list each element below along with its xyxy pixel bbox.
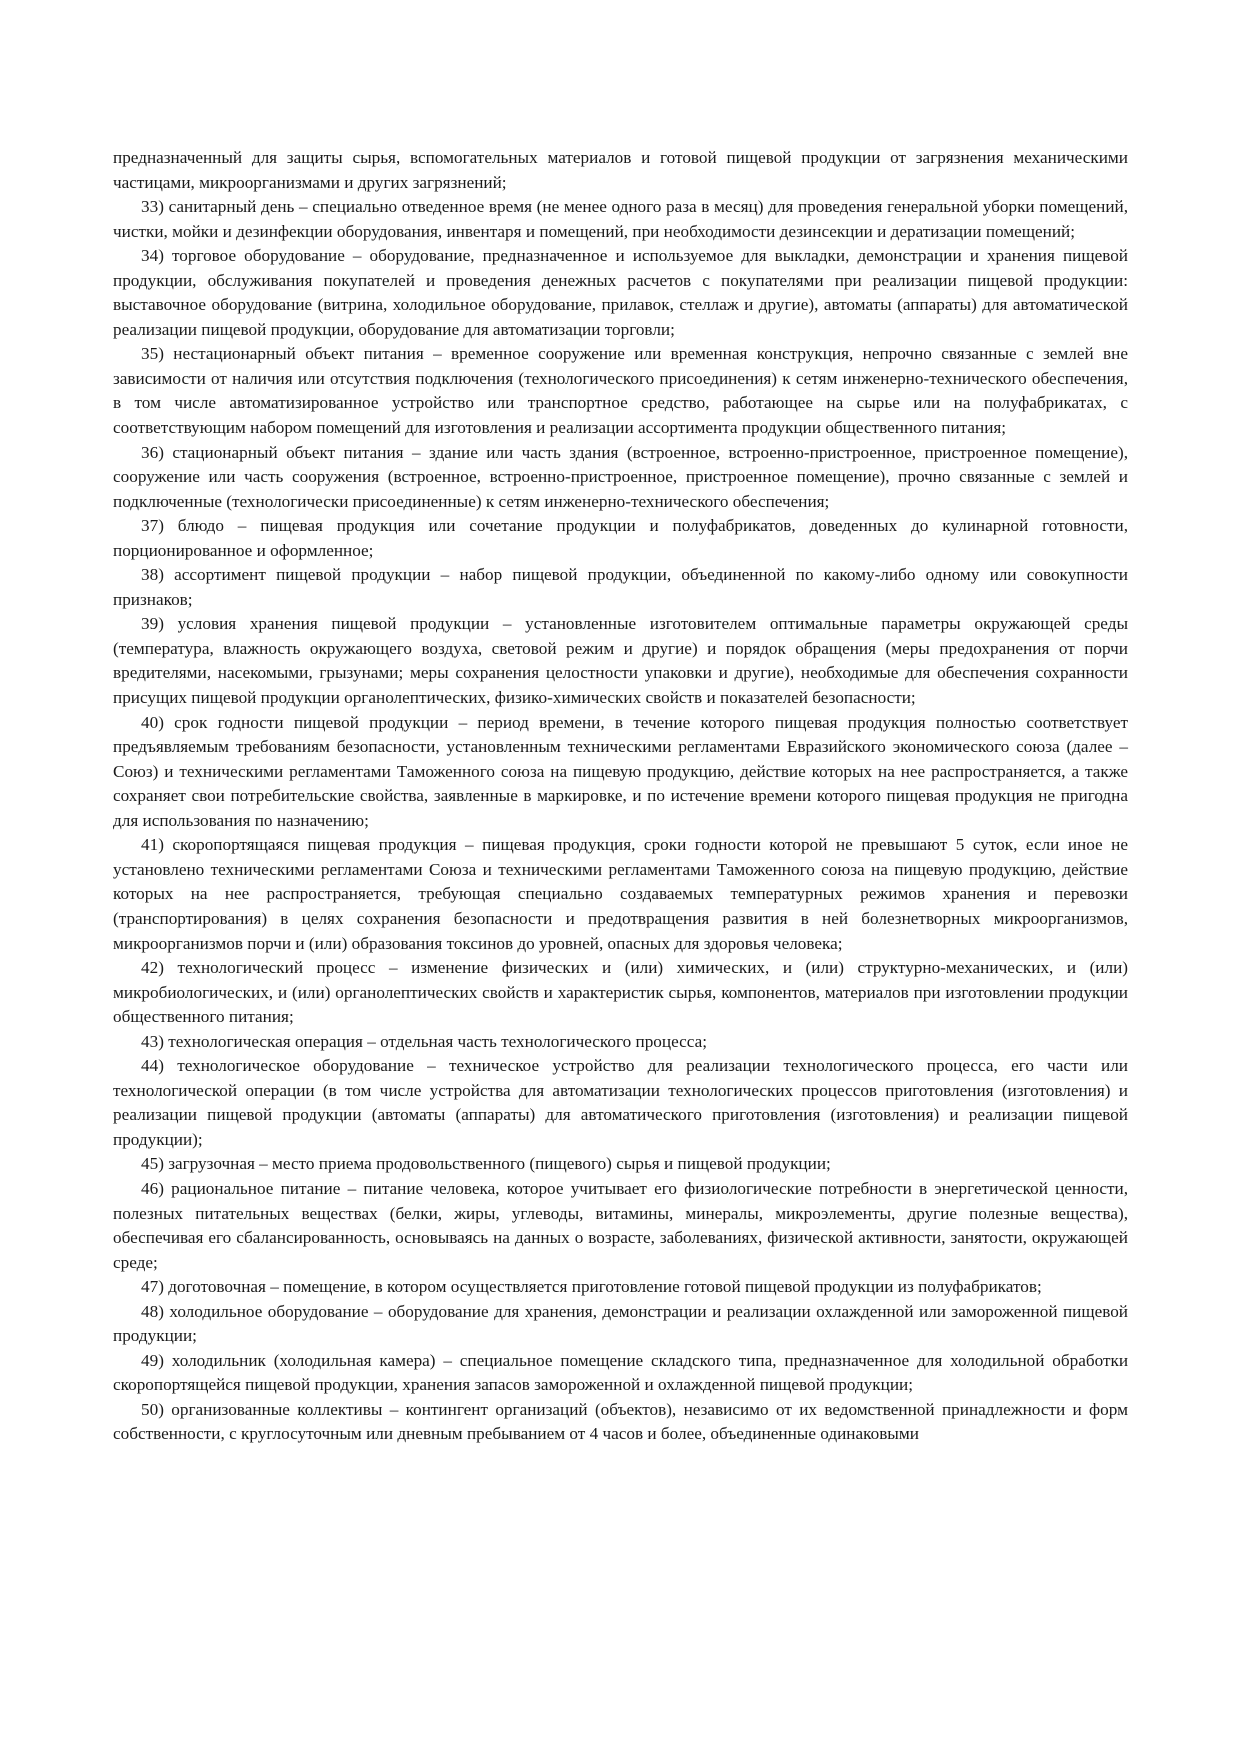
definition-item (113, 1398, 1128, 1447)
item-number: 41) (141, 835, 164, 855)
definitions-list (113, 195, 1128, 1447)
definition-item (113, 1177, 1128, 1275)
document-page (113, 146, 1128, 1447)
item-text: стационарный объект питания – здание или часть здания (встроенное, встроенно-пристроенное, пристроенное помещение), сооружение или часть сооружения (встроенное, встроенно-пристроенное, пристроенное помещение), прочно связанные с землей и подключенные (технологически присоединенные) к сетям инженерно-технического обеспечения; (113, 442, 1128, 511)
item-text: технологическая операция – отдельная часть технологического процесса; (168, 1031, 708, 1051)
item-number: 39) (141, 614, 164, 634)
item-number: 45) (141, 1154, 164, 1174)
definition-item (113, 1030, 1128, 1055)
item-text: холодильное оборудование – оборудование для хранения, демонстрации и реализации охлажденной или замороженной пищевой продукции; (113, 1301, 1129, 1346)
item-number: 43) (141, 1031, 164, 1051)
item-text: холодильник (холодильная камера) – специальное помещение складского типа, предназначенное для холодильной обработки скоропортящейся пищевой продукции, хранения запасов замороженной и охлажденной пищевой продукции; (113, 1350, 1129, 1395)
item-number: 35) (141, 344, 164, 364)
item-text: санитарный день – специально отведенное время (не менее одного раза в месяц) для проведения генеральной уборки помещений, чистки, мойки и дезинфекции оборудования, инвентаря и помещений, при необходимости дезинсекции и дератизации помещений; (113, 197, 1129, 241)
definition-item (113, 244, 1128, 342)
item-text: условия хранения пищевой продукции – установленные изготовителем оптимальные параметры окружающей среды (температура, влажность окружающего воздуха, световой режим и другие) и порядок обращения (меры предохранения от порчи вредителями, насекомыми, грызунами; меры сохранения целостности упаковки и другие), необходимые для обеспечения сохранности присущих пищевой продукции органолептических, физико-химических свойств и показателей безопасности; (113, 614, 1128, 708)
definition-item (113, 563, 1128, 612)
definition-item (113, 195, 1128, 244)
item-number: 46) (141, 1178, 164, 1198)
definition-item (113, 711, 1128, 834)
item-text: срок годности пищевой продукции – период времени, в течение которого пищевая продукция полностью соответствует предъявляемым требованиям безопасности, установленным техническими регламентами Евразийского экономического союза (далее – Союз) и техническими регламентами Таможенного союза на пищевую продукцию, действие которых на нее распространяется, а также сохраняет свои потребительские свойства, заявленные в маркировке, и по истечение времени которого пищевая продукция не пригодна для использования по назначению; (113, 712, 1128, 830)
continuation-paragraph: предназначенный для защиты сырья, вспомогательных материалов и готовой пищевой продукции от загрязнения механическими частицами, микроорганизмами и других загрязнений; (113, 148, 1128, 192)
definition-item (113, 1275, 1128, 1300)
item-number: 50) (141, 1399, 164, 1419)
item-text: ассортимент пищевой продукции – набор пищевой продукции, объединенной по какому-либо одному или совокупности признаков; (113, 565, 1129, 609)
item-text: скоропортящаяся пищевая продукция – пищевая продукция, сроки годности которой не превышают 5 суток, если иное не установлено техническими регламентами Союза и техническими регламентами Таможенного союза на пищевую продукцию, действие которых на нее распространяется, требующая специально создаваемых температурных режимов хранения и перевозки (транспортирования) в целях сохранения безопасности и предотвращения развития в ней болезнетворных микроорганизмов, микроорганизмов порчи и (или) образования токсинов до уровней, опасных для здоровья человека; (113, 835, 1128, 953)
item-text: организованные коллективы – контингент организаций (объектов), независимо от их ведомственной принадлежности и форм собственности, с круглосуточным или дневным пребыванием от 4 часов и более, объединенные одинаковыми (113, 1399, 1128, 1444)
item-number: 40) (141, 712, 164, 732)
definition-item (113, 833, 1128, 956)
item-number: 33) (141, 197, 164, 217)
definition-item (113, 514, 1128, 563)
item-number: 38) (141, 565, 164, 585)
definition-item (113, 1349, 1128, 1398)
definition-item (113, 1300, 1128, 1349)
item-text: доготовочная – помещение, в котором осуществляется приготовление готовой пищевой продукции из полуфабрикатов; (168, 1277, 1042, 1297)
definition-item (113, 612, 1128, 710)
item-number: 42) (141, 958, 164, 978)
item-text: технологическое оборудование – техническое устройство для реализации технологического процесса, его части или технологической операции (в том числе устройства для автоматизации технологических процессов приготовления (изготовления) и реализации пищевой продукции (автоматы (аппараты) для автоматического приготовления (изготовления) и реализации пищевой продукции); (113, 1056, 1129, 1149)
definition-item (113, 956, 1128, 1030)
item-text: технологический процесс – изменение физических и (или) химических, и (или) структурно-механических, и (или) микробиологических, и (или) органолептических свойств и характеристик сырья, компонентов, материалов при изготовлении продукции общественного питания; (113, 958, 1128, 1027)
item-text: рациональное питание – питание человека, которое учитывает его физиологические потребности в энергетической ценности, полезных питательных веществах (белки, жиры, углеводы, витамины, минералы, микроэлементы, другие полезные вещества), обеспечивая его сбалансированность, основываясь на данных о возрасте, заболеваниях, физической активности, занятости, окружающей среде; (113, 1178, 1129, 1272)
item-text: торговое оборудование – оборудование, предназначенное и используемое для выкладки, демонстрации и хранения пищевой продукции, обслуживания покупателей и проведения денежных расчетов с покупателями при реализации пищевой продукции: выставочное оборудование (витрина, холодильное оборудование, прилавок, стеллаж и другие), автоматы (аппараты) для автоматической реализации пищевой продукции, оборудование для автоматизации торговли; (113, 246, 1129, 339)
item-number: 36) (141, 442, 164, 462)
definition-item (113, 1152, 1128, 1177)
definition-item (113, 441, 1128, 515)
item-number: 37) (141, 516, 164, 536)
definition-item (113, 342, 1128, 440)
item-text: загрузочная – место приема продовольственного (пищевого) сырья и пищевой продукции; (168, 1154, 831, 1174)
item-number: 34) (141, 246, 164, 266)
item-text: блюдо – пищевая продукция или сочетание продукции и полуфабрикатов, доведенных до кулинарной готовности, порционированное и оформленное; (113, 516, 1128, 560)
item-number: 47) (141, 1277, 164, 1297)
definition-item (113, 1054, 1128, 1152)
item-number: 48) (141, 1301, 164, 1321)
item-number: 49) (141, 1350, 164, 1370)
item-number: 44) (141, 1056, 164, 1076)
item-text: нестационарный объект питания – временное сооружение или временная конструкция, непрочно связанные с землей вне зависимости от наличия или отсутствия подключения (технологического присоединения) к сетям инженерно-технического обеспечения, в том числе автоматизированное устройство или транспортное средство, работающее на сырье или на полуфабрикатах, с соответствующим набором помещений для изготовления и реализации ассортимента продукции общественного питания; (113, 344, 1128, 438)
